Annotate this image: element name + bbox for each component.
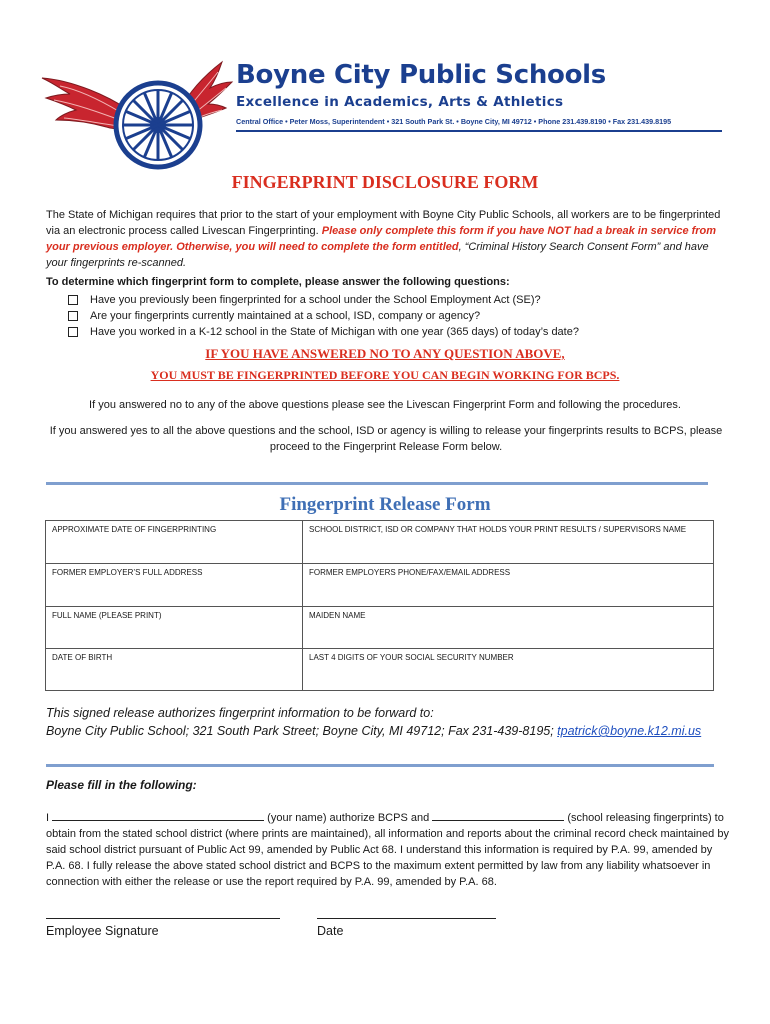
fill-text-end: (school releasing fingerprints) to obtain from the stated school district (where prints are maintained), all information and reports about the criminal record check maintained by said school district pursuant of Public Act 99, amended by Public Act 68. I understand this information is required by P.A. 99, amended by P.A. 68. I fully release the above stated school district and BCPS to the maximum extent permitted by law from any liability whatsoever in connection with either the release or use the report required by P.A. 99, amended by P.A. 68. [46,812,729,888]
email-link[interactable]: tpatrick@boyne.k12.mi.us [557,724,702,738]
header-divider [236,130,722,132]
table-row [46,564,714,607]
release-form-title: Fingerprint Release Form [279,494,491,515]
question-list [68,292,579,340]
fill-text-start: I [46,812,53,824]
fill-heading: Please fill in the following: [46,778,197,792]
note-yes-answer: If you answered yes to all the above questions and the school, ISD or agency is willing to release your fingerprints results to BCPS, please proceed to the Fingerprint Release Form below. [49,425,723,453]
field-employer-address[interactable]: FORMER EMPLOYER’S FULL ADDRESS [46,564,303,607]
table-row [46,521,714,564]
question-item [68,292,579,308]
releasing-school-blank[interactable] [432,810,564,821]
winged-wheel-logo-icon [40,60,240,180]
date-line[interactable] [317,918,496,919]
release-form-table [45,520,714,691]
question-checkbox[interactable] [68,311,78,321]
fill-paragraph [46,810,732,890]
question-label: Have you previously been fingerprinted for a school under the School Employment Act (SE)? [90,294,541,306]
warning-line-1: IF YOU HAVE ANSWERED NO TO ANY QUESTION ABOVE, [205,346,565,361]
signature-line[interactable] [46,918,280,919]
field-full-name[interactable]: FULL NAME (PLEASE PRINT) [46,607,303,649]
field-maiden-name[interactable]: MAIDEN NAME [303,607,714,649]
org-address: Central Office • Peter Moss, Superintendent • 321 South Park St. • Boyne City, MI 49712 • Phone 231.439.8190 • Fax 231.439.8195 [236,117,672,126]
winged-wheel-logo [40,60,240,180]
authorization-text: This signed release authorizes fingerprint information to be forward to: [46,706,434,720]
authorization-address [46,724,701,738]
intro-text-end: , “Criminal History Search Consent Form” and have your fingerprints re-scanned. [46,241,709,269]
intro-paragraph [46,207,732,271]
fill-text-middle: (your name) authorize BCPS and [264,812,433,824]
field-fingerprint-date[interactable]: APPROXIMATE DATE OF FINGERPRINTING [46,521,303,564]
your-name-blank[interactable] [52,810,264,821]
question-checkbox[interactable] [68,295,78,305]
question-label: Have you worked in a K-12 school in the State of Michigan with one year (365 days) of today’s date? [90,326,579,338]
org-tagline: Excellence in Academics, Arts & Athletics [236,94,564,110]
field-employer-contact[interactable]: FORMER EMPLOYERS PHONE/FAX/EMAIL ADDRESS [303,564,714,607]
table-row [46,649,714,691]
question-checkbox[interactable] [68,327,78,337]
intro-text: The State of Michigan requires that prior to the start of your employment with Boyne City Public Schools, all workers are to be fingerprinted via an electronic process called Livescan Fingerprinting. [46,209,721,237]
authorization-address-text: Boyne City Public School; 321 South Park Street; Boyne City, MI 49712; Fax 231-439-8195; [46,724,558,738]
org-name: Boyne City Public Schools [236,60,606,90]
field-date-of-birth[interactable]: DATE OF BIRTH [46,649,303,691]
section-divider [46,764,714,767]
field-print-holder[interactable]: SCHOOL DISTRICT, ISD OR COMPANY THAT HOLDS YOUR PRINT RESULTS / SUPERVISORS NAME [303,521,714,564]
questions-heading: To determine which fingerprint form to complete, please answer the following questions: [46,276,510,288]
warning-line-2: YOU MUST BE FINGERPRINTED BEFORE YOU CAN BEGIN WORKING FOR BCPS. [150,368,620,382]
question-item [68,324,579,340]
question-item [68,308,579,324]
section-divider [46,482,708,485]
note-no-answer: If you answered no to any of the above questions please see the Livescan Fingerprint Form and following the procedures. [89,399,681,411]
page-title: FINGERPRINT DISCLOSURE FORM [231,172,539,192]
field-ssn-last4[interactable]: LAST 4 DIGITS OF YOUR SOCIAL SECURITY NUMBER [303,649,714,691]
employee-signature-label: Employee Signature [46,924,159,938]
intro-red-notice: Please only complete this form if you have NOT had a break in service from your previous employer. Otherwise, you will need to complete the form entitled [46,225,717,253]
question-label: Are your fingerprints currently maintained at a school, ISD, company or agency? [90,310,481,322]
table-row [46,607,714,649]
date-label: Date [317,924,344,938]
